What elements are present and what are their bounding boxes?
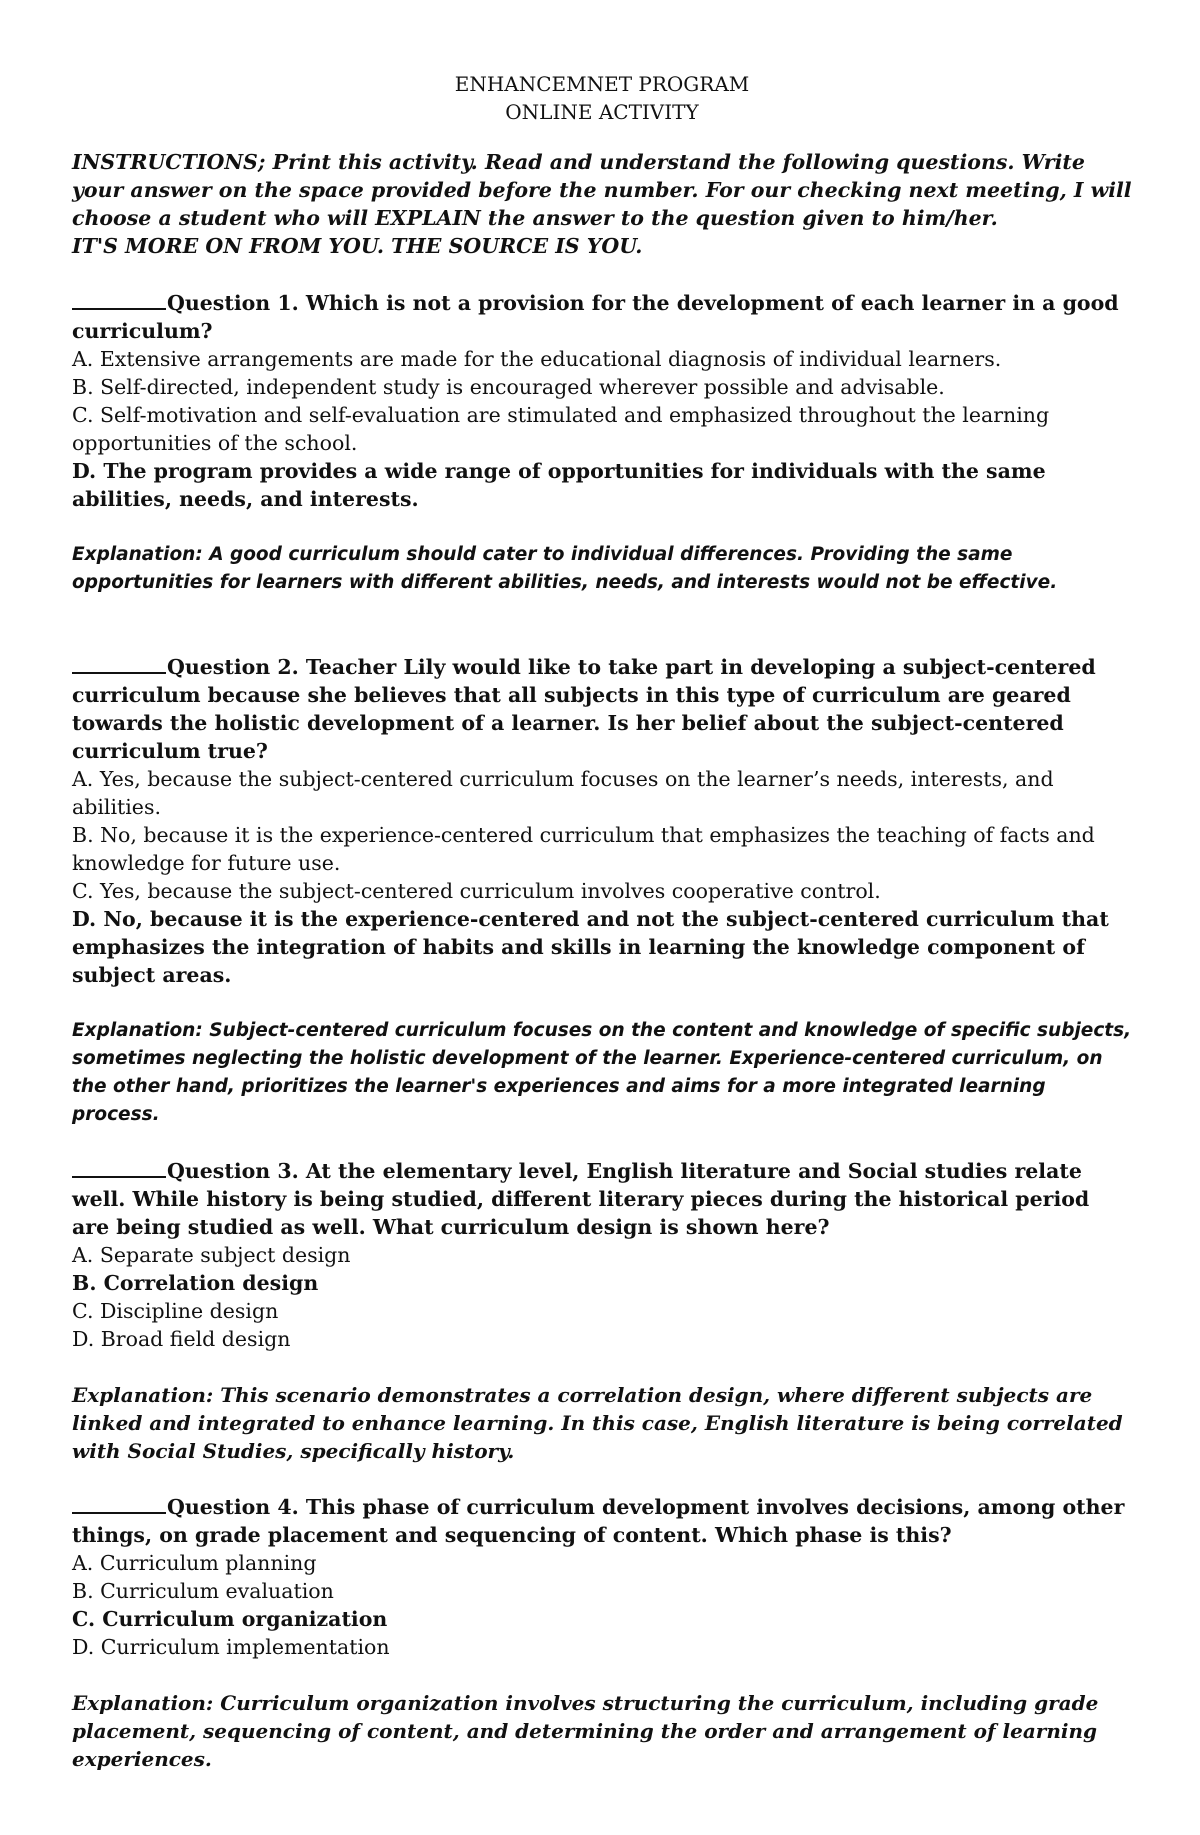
question-1-explanation-text: A good curriculum should cater to individual differences. Providing the same opportunities for learners with different abilities, needs, and interests would not be effective. [72, 544, 1058, 593]
instructions-motto: IT'S MORE ON FROM YOU. THE SOURCE IS YOU. [72, 234, 643, 258]
question-2-explanation [72, 1017, 1132, 1129]
question-3-options [72, 1241, 1132, 1353]
question-3 [72, 1157, 1132, 1465]
document-page [72, 70, 1132, 1773]
title-line-1: ENHANCEMNET PROGRAM [454, 72, 750, 96]
question-2-explanation-text: Subject-centered curriculum focuses on the content and knowledge of specific subjects, sometimes neglecting the holistic development of the learner. Experience-centered curriculum, on the other hand, prioritizes the learner's experiences and aims for a more integrated learning process. [72, 1020, 1132, 1125]
question-3-explanation-label: Explanation: [72, 1383, 214, 1407]
question-3-explanation [72, 1381, 1132, 1465]
question-1-option-c: C. Self-motivation and self-evaluation are stimulated and emphasized throughout the learning opportunities of the school. [72, 403, 1050, 455]
question-4-text: This phase of curriculum development involves decisions, among other things, on grade placement and sequencing of content. Which phase is this? [72, 1495, 1125, 1547]
instructions [72, 148, 1132, 260]
question-4 [72, 1493, 1132, 1773]
question-4-option-a: A. Curriculum planning [72, 1551, 317, 1575]
question-1-option-b: B. Self-directed, independent study is encouraged wherever possible and advisable. [72, 375, 945, 399]
answer-blank-4[interactable] [72, 1494, 166, 1514]
question-1-explanation [72, 541, 1132, 597]
question-2-stem [72, 653, 1132, 765]
question-2-option-c: C. Yes, because the subject-centered curriculum involves cooperative control. [72, 879, 881, 903]
question-4-option-b: B. Curriculum evaluation [72, 1579, 334, 1603]
question-1-label: Question 1. [167, 291, 299, 315]
question-1-explanation-label: Explanation: [72, 544, 203, 565]
question-1-options [72, 345, 1132, 513]
question-2-label: Question 2. [167, 655, 299, 679]
question-2-option-b: B. No, because it is the experience-centered curriculum that emphasizes the teaching of facts and knowledge for future use. [72, 823, 1095, 875]
question-4-stem [72, 1493, 1132, 1549]
title-line-2: ONLINE ACTIVITY [505, 100, 699, 124]
question-3-explanation-text: This scenario demonstrates a correlation design, where different subjects are linked and integrated to enhance learning. In this case, English literature is being correlated with Social Studies, specifically history. [72, 1383, 1123, 1463]
question-3-option-b: B. Correlation design [72, 1271, 319, 1295]
answer-blank-3[interactable] [72, 1158, 166, 1178]
question-2-option-d: D. No, because it is the experience-centered and not the subject-centered curriculum that emphasizes the integration of habits and skills in learning the knowledge component of subject areas. [72, 907, 1109, 987]
question-2-option-a: A. Yes, because the subject-centered curriculum focuses on the learner’s needs, interests, and abilities. [72, 767, 1054, 819]
question-3-stem [72, 1157, 1132, 1241]
question-1-stem [72, 289, 1132, 345]
question-4-explanation-label: Explanation: [72, 1691, 214, 1715]
question-2-explanation-label: Explanation: [72, 1020, 203, 1041]
question-3-option-c: C. Discipline design [72, 1299, 279, 1323]
answer-blank-1[interactable] [72, 290, 166, 310]
question-1-text: Which is not a provision for the development of each learner in a good curriculum? [72, 291, 1119, 343]
question-4-explanation [72, 1689, 1132, 1773]
question-3-option-a: A. Separate subject design [72, 1243, 351, 1267]
answer-blank-2[interactable] [72, 654, 166, 674]
question-3-label: Question 3. [167, 1159, 299, 1183]
question-1 [72, 289, 1132, 597]
question-4-option-c: C. Curriculum organization [72, 1607, 388, 1631]
question-1-option-d: D. The program provides a wide range of opportunities for individuals with the same abilities, needs, and interests. [72, 459, 1046, 511]
question-2 [72, 653, 1132, 1129]
instructions-text: INSTRUCTIONS; Print this activity. Read and understand the following questions. Write your answer on the space provided before the number. For our checking next meeting, I will choose a student who will EXPLAIN the answer to the question given to him/her. [72, 150, 1132, 230]
document-title [72, 70, 1132, 126]
question-3-option-d: D. Broad field design [72, 1327, 291, 1351]
question-2-options [72, 765, 1132, 989]
question-4-options [72, 1549, 1132, 1661]
question-1-option-a: A. Extensive arrangements are made for the educational diagnosis of individual learners. [72, 347, 1002, 371]
question-4-explanation-text: Curriculum organization involves structuring the curriculum, including grade placement, sequencing of content, and determining the order and arrangement of learning experiences. [72, 1691, 1099, 1771]
question-4-label: Question 4. [167, 1495, 299, 1519]
question-3-text: At the elementary level, English literature and Social studies relate well. While history is being studied, different literary pieces during the historical period are being studied as well. What curriculum design is shown here? [72, 1159, 1090, 1239]
question-2-text: Teacher Lily would like to take part in developing a subject-centered curriculum because she believes that all subjects in this type of curriculum are geared towards the holistic development of a learner. Is her belief about the subject-centered curriculum true? [72, 655, 1096, 763]
question-4-option-d: D. Curriculum implementation [72, 1635, 390, 1659]
